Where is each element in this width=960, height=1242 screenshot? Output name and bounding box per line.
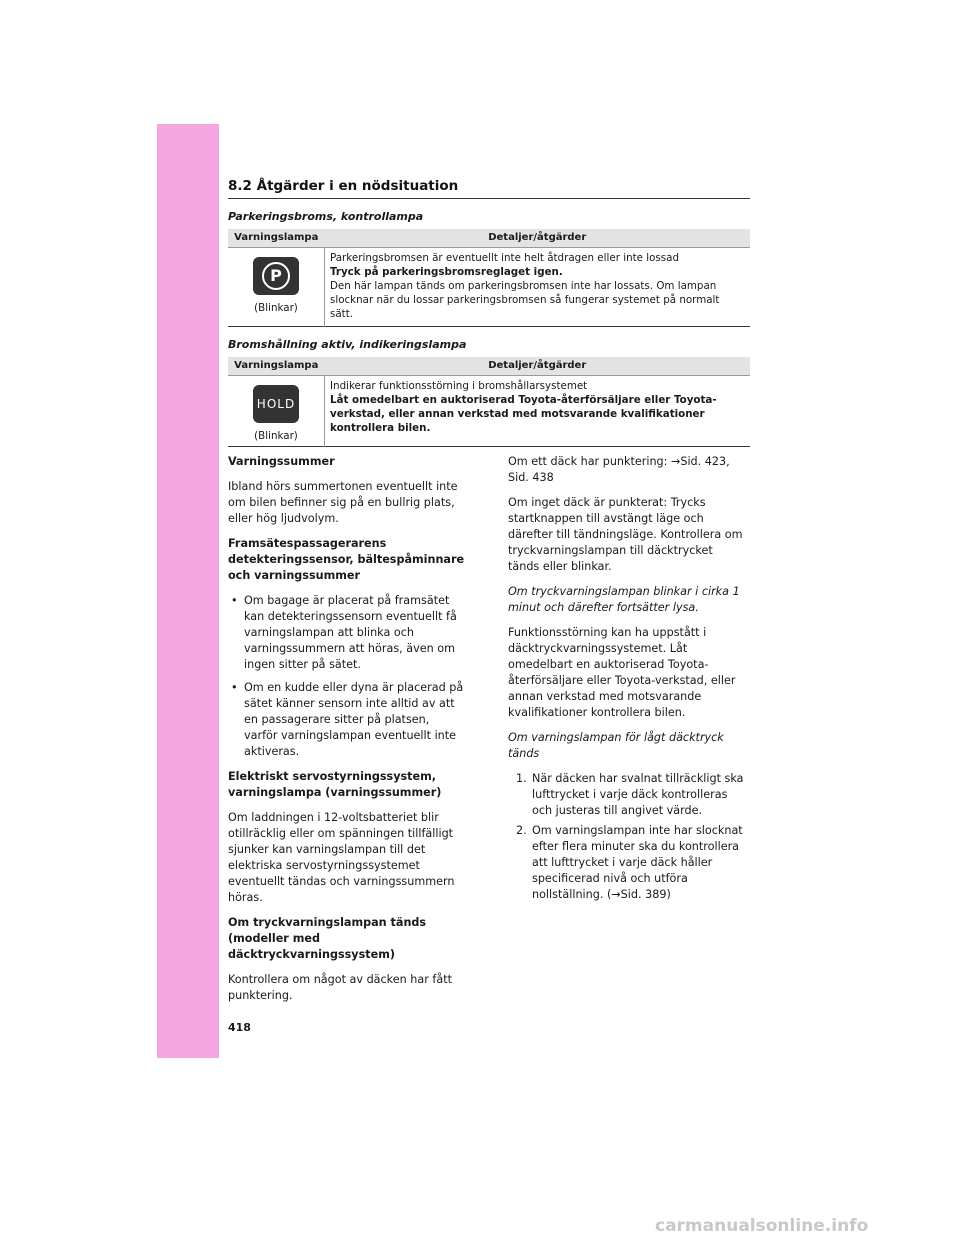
paragraph: Kontrollera om något av däcken har fått punktering.	[228, 973, 452, 1002]
right-column	[508, 454, 746, 907]
col-header-lamp: Varningslampa	[228, 357, 325, 376]
lamp-caption: (Blinkar)	[254, 430, 298, 442]
detail-line: Parkeringsbromsen är eventuellt inte helt åtdragen eller inte lossad	[330, 252, 679, 264]
col-header-lamp: Varningslampa	[228, 229, 325, 248]
paragraph: Om ett däck har punktering: →Sid. 423, Sid. 438	[508, 455, 730, 484]
detail-line: Indikerar funktionsstörning i bromshållarsystemet	[330, 380, 588, 392]
list-item: 2. Om varningslampan inte har slocknat efter flera minuter ska du kontrollera att lufttrycket i varje däck håller specificerad nivå och utföra nollställning. (→Sid. 389)	[516, 824, 743, 901]
table1-title: Parkeringsbroms, kontrollampa	[228, 210, 424, 223]
paragraph: Ibland hörs summertonen eventuellt inte om bilen befinner sig på en bullrig plats, eller hög ljudvolym.	[228, 480, 458, 525]
side-tab-band	[157, 124, 219, 1058]
parking-brake-table	[228, 229, 750, 327]
page-number: 418	[228, 1021, 251, 1034]
italic-subheading: Om varningslampan för lågt däcktryck tänds	[508, 731, 724, 760]
detail-action: Låt omedelbart en auktoriserad Toyota-återförsäljare eller Toyota-verkstad, eller annan verkstad med motsvarande kvalifikationer kontrollera bilen.	[330, 394, 717, 434]
brake-hold-table	[228, 357, 750, 447]
heading-passenger-sensor: Framsätespassagerarens detekteringssensor, bältespåminnare och varningssummer	[228, 537, 465, 582]
heading-power-steering: Elektriskt servostyrningssystem, varningslampa (varningssummer)	[228, 770, 442, 799]
col-header-details: Detaljer/åtgärder	[325, 229, 751, 248]
paragraph: Om inget däck är punkterat: Trycks startknappen till avstängt läge och därefter till tändningsläge. Kontrollera om tryckvarningslampan till däcktrycket tänds eller blinkar.	[508, 496, 743, 573]
brake-hold-icon: HOLD	[253, 385, 299, 423]
col-header-details: Detaljer/åtgärder	[325, 357, 751, 376]
heading-warning-buzzer: Varningssummer	[228, 455, 335, 468]
table2-title: Bromshållning aktiv, indikeringslampa	[228, 338, 467, 351]
italic-subheading: Om tryckvarningslampan blinkar i cirka 1 minut och därefter fortsätter lysa.	[508, 585, 740, 614]
numbered-list	[508, 771, 746, 903]
left-column	[228, 454, 466, 1013]
detail-action: Tryck på parkeringsbromsreglaget igen.	[330, 266, 563, 278]
watermark: carmanualsonline.info	[655, 1216, 869, 1236]
parking-brake-icon: P	[253, 257, 299, 295]
paragraph: Om laddningen i 12-voltsbatteriet blir otillräcklig eller om spänningen tillfälligt sjunker kan varningslampan till det elektriska servostyrningssystemet eventuellt tändas och varningssummern höras.	[228, 811, 455, 904]
section-header: 8.2 Åtgärder i en nödsituation	[228, 178, 750, 199]
detail-line: Den här lampan tänds om parkeringsbromsen inte har lossats. Om lampan slocknar när du lossar parkeringsbromsen så fungerar systemet på normalt sätt.	[330, 280, 720, 320]
list-item: 1. När däcken har svalnat tillräckligt ska lufttrycket i varje däck kontrolleras och justeras till angivet värde.	[516, 772, 744, 817]
list-item: • Om bagage är placerat på framsätet kan detekteringssensorn eventuellt få varningslampan att blinka och varningssummern att höras, även om ingen sitter på sätet.	[228, 593, 466, 673]
lamp-caption: (Blinkar)	[254, 302, 298, 314]
heading-tire-pressure: Om tryckvarningslampan tänds (modeller med däcktryckvarningssystem)	[228, 916, 427, 961]
list-item: • Om en kudde eller dyna är placerad på sätet känner sensorn inte alltid av att en passagerare sitter på platsen, varför varningslampan eventuellt inte aktiveras.	[228, 680, 466, 760]
paragraph: Funktionsstörning kan ha uppstått i däcktryckvarningssystemet. Låt omedelbart en auktoriserad Toyota-återförsäljare eller Toyota-verkstad, eller annan verkstad med motsvarande kvalifikationer kontrollera bilen.	[508, 626, 736, 719]
bullet-list	[228, 593, 466, 760]
